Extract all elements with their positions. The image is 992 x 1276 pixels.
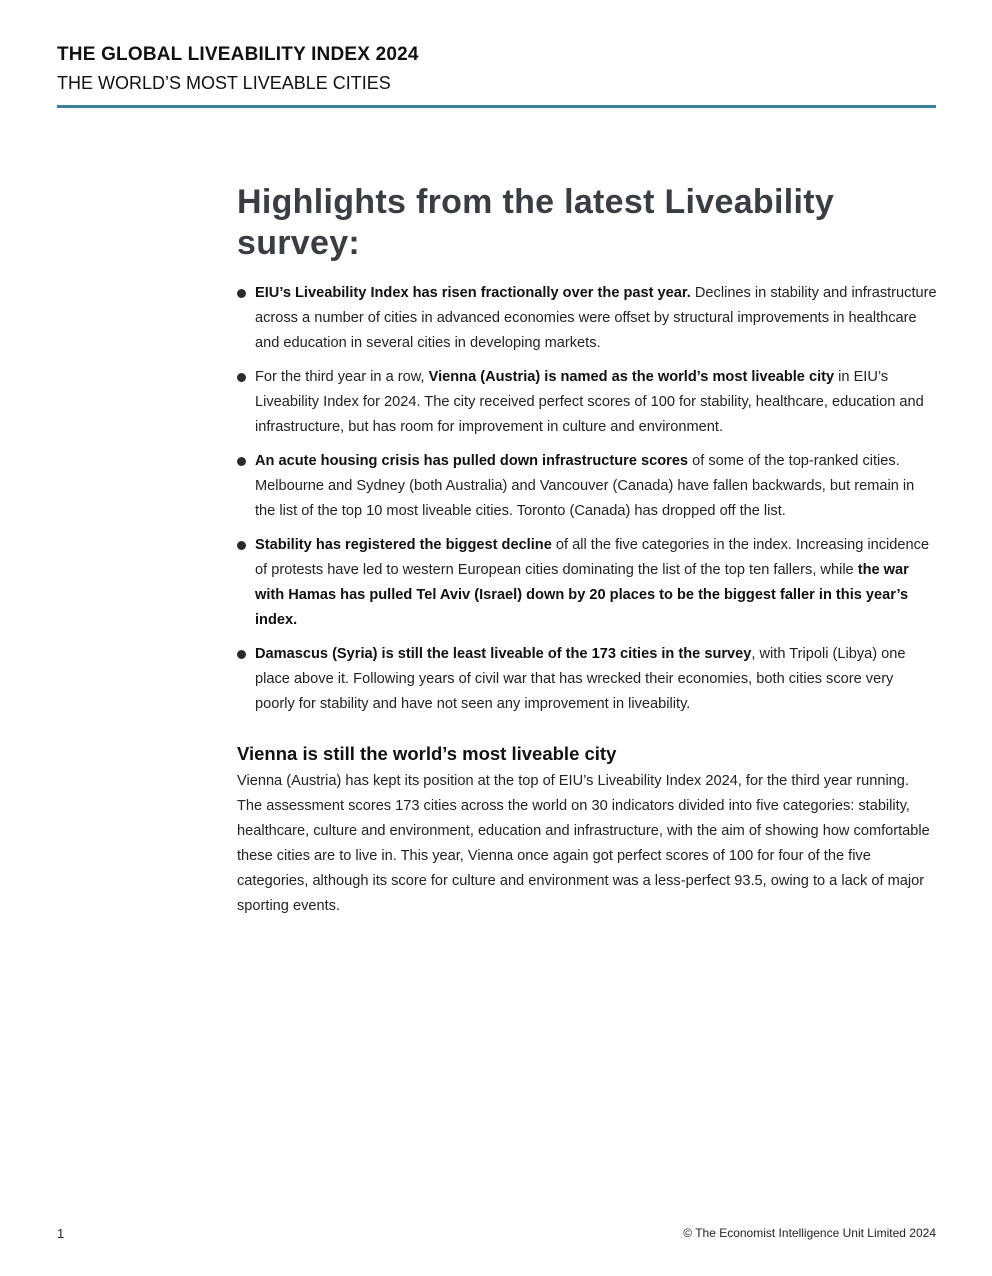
bullet-bold-text: Damascus (Syria) is still the least liveable of the 173 cities in the survey bbox=[255, 646, 752, 662]
bullet-icon bbox=[237, 289, 246, 298]
list-item bbox=[237, 365, 937, 440]
report-subtitle: THE WORLD’S MOST LIVEABLE CITIES bbox=[57, 73, 391, 93]
highlights-heading: Highlights from the latest Liveability survey: bbox=[237, 183, 835, 262]
bullet-icon bbox=[237, 541, 246, 550]
highlights-list bbox=[237, 281, 937, 717]
list-item bbox=[237, 642, 937, 717]
bullet-text: in EIU’s Liveability Index for 2024. The city received perfect scores of 100 for stability, healthcare, education and infrastructure, but has room for improvement in culture and environment. bbox=[255, 369, 924, 435]
bullet-text: of some of the top-ranked cities. Melbourne and Sydney (both Australia) and Vancouver (Canada) have fallen backwards, but remain in the list of the top 10 most liveable cities. Toronto (Canada) has dropped off the list. bbox=[255, 453, 915, 519]
bullet-bold-text: the war with Hamas has pulled Tel Aviv (Israel) down by 20 places to be the biggest faller in this year’s index. bbox=[255, 562, 909, 628]
bullet-bold-text: Vienna (Austria) is named as the world’s most liveable city bbox=[428, 369, 835, 385]
bullet-icon bbox=[237, 373, 246, 382]
bullet-bold-text: An acute housing crisis has pulled down infrastructure scores bbox=[255, 453, 689, 469]
main-content bbox=[237, 182, 937, 919]
body-paragraph: Vienna (Austria) has kept its position at the top of EIU’s Liveability Index 2024, for the third year running. The assessment scores 173 cities across the world on 30 indicators divided into five categories: stability, healthcare, culture and environment, education and infrastructure, with the aim of showing how comfortable these cities are to live in. This year, Vienna once again got perfect scores of 100 for four of the five categories, although its score for culture and environment was a less-perfect 93.5, owing to a lack of major sporting events. bbox=[237, 773, 930, 914]
bullet-icon bbox=[237, 457, 246, 466]
copyright-notice: © The Economist Intelligence Unit Limited 2024 bbox=[683, 1226, 936, 1240]
header-divider bbox=[57, 105, 936, 108]
bullet-bold-text: EIU’s Liveability Index has risen fractionally over the past year. bbox=[255, 285, 691, 301]
bullet-icon bbox=[237, 650, 246, 659]
section-heading: Vienna is still the world’s most liveable city bbox=[237, 743, 617, 764]
page-number: 1 bbox=[57, 1226, 65, 1241]
list-item bbox=[237, 533, 937, 633]
bullet-text: Declines in stability and infrastructure across a number of cities in advanced economies were offset by structural improvements in healthcare and education in several cities in developing markets. bbox=[255, 285, 937, 351]
report-title: THE GLOBAL LIVEABILITY INDEX 2024 bbox=[57, 44, 419, 65]
bullet-text: of all the five categories in the index. Increasing incidence of protests have led to western European cities dominating the list of the top ten fallers, while bbox=[255, 537, 930, 578]
list-item bbox=[237, 449, 937, 524]
bullet-text: , with Tripoli (Libya) one place above it. Following years of civil war that has wrecked their economies, both cities score very poorly for stability and have not seen any improvement in liveability. bbox=[255, 646, 906, 712]
list-item bbox=[237, 281, 937, 356]
page-header bbox=[57, 42, 936, 96]
bullet-text: For the third year in a row, bbox=[255, 369, 429, 385]
bullet-bold-text: Stability has registered the biggest decline bbox=[255, 537, 552, 553]
